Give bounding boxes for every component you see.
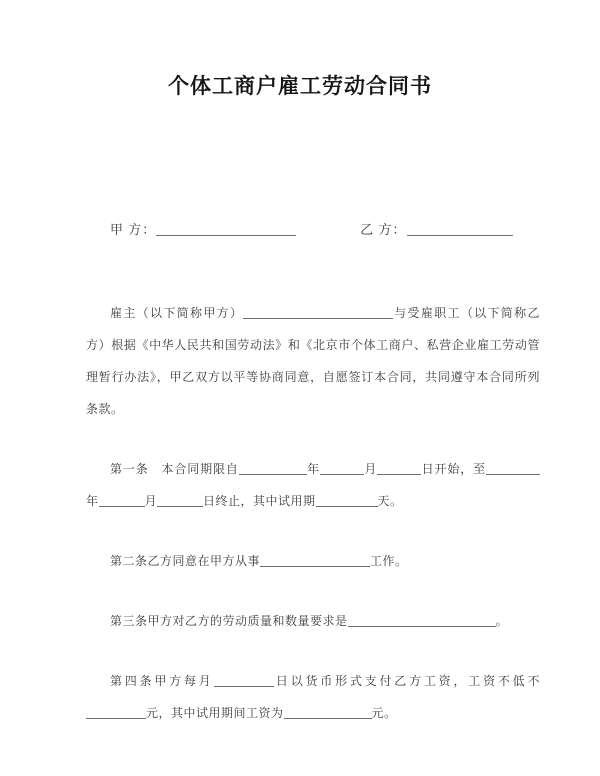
article-1-text-6: 月 [144,494,158,508]
probation-days-blank [316,494,378,507]
article-1-text-2: 年 [306,462,320,476]
start-year-blank [239,462,307,475]
party-a-label: 甲 方： [110,222,157,237]
quality-requirements-blank [348,614,496,627]
article-1-text-5: 年 [86,494,99,508]
article-1-text-8: 天。 [377,494,403,508]
document-title: 个体工商户雇工劳动合同书 [168,75,432,98]
end-year-blank [486,462,540,475]
article-4-text-4: 元。 [371,706,397,720]
article-4-wages [86,665,540,729]
party-b-name-blank [407,223,513,236]
preamble-text-1: 雇主（以下简称甲方） [110,306,244,320]
party-b-label: 乙 方： [360,222,407,237]
start-month-blank [320,462,364,475]
job-type-blank [260,554,370,567]
article-1-text-1: 第一条 本合同期限自 [110,462,239,476]
article-1-text-3: 月 [363,462,378,476]
article-3-requirements [86,605,540,637]
article-2-text-1: 第二条乙方同意在甲方从事 [110,554,261,568]
article-1-term [86,453,540,517]
article-3-text-2: 。 [495,614,509,628]
article-2-job [86,545,540,577]
article-4-text-1: 第四条甲方每月 [110,674,214,688]
pay-day-blank [214,674,274,687]
article-3-text-1: 第三条甲方对乙方的劳动质量和数量要求是 [110,614,348,628]
probation-wage-blank [284,706,372,719]
article-4-text-3: 元，其中试用期间工资为 [146,706,284,720]
party-a-name-blank [156,223,296,236]
contract-body [86,297,540,729]
end-month-blank [99,494,145,507]
article-2-text-2: 工作。 [370,554,408,568]
article-1-text-7: 日终止，其中试用期 [203,494,316,508]
start-day-blank [377,462,421,475]
parties-row [110,219,513,238]
minimum-wage-blank [86,706,146,719]
preamble-text-2: 与受雇职工（以下简称乙方）根据《中华人民共和国劳动法》和《北京市个体工商户、私营企业雇工劳动管理暂行办法》，甲乙双方以平等协商同意，自愿签订本合同，共同遵守本合同所列条款。 [86,306,540,416]
employer-name-blank [243,306,393,319]
article-1-text-4: 日开始，至 [421,462,486,476]
preamble-paragraph [86,297,540,425]
article-4-text-2: 日以货币形式支付乙方工资，工资不低不 [273,674,540,688]
end-day-blank [157,494,203,507]
